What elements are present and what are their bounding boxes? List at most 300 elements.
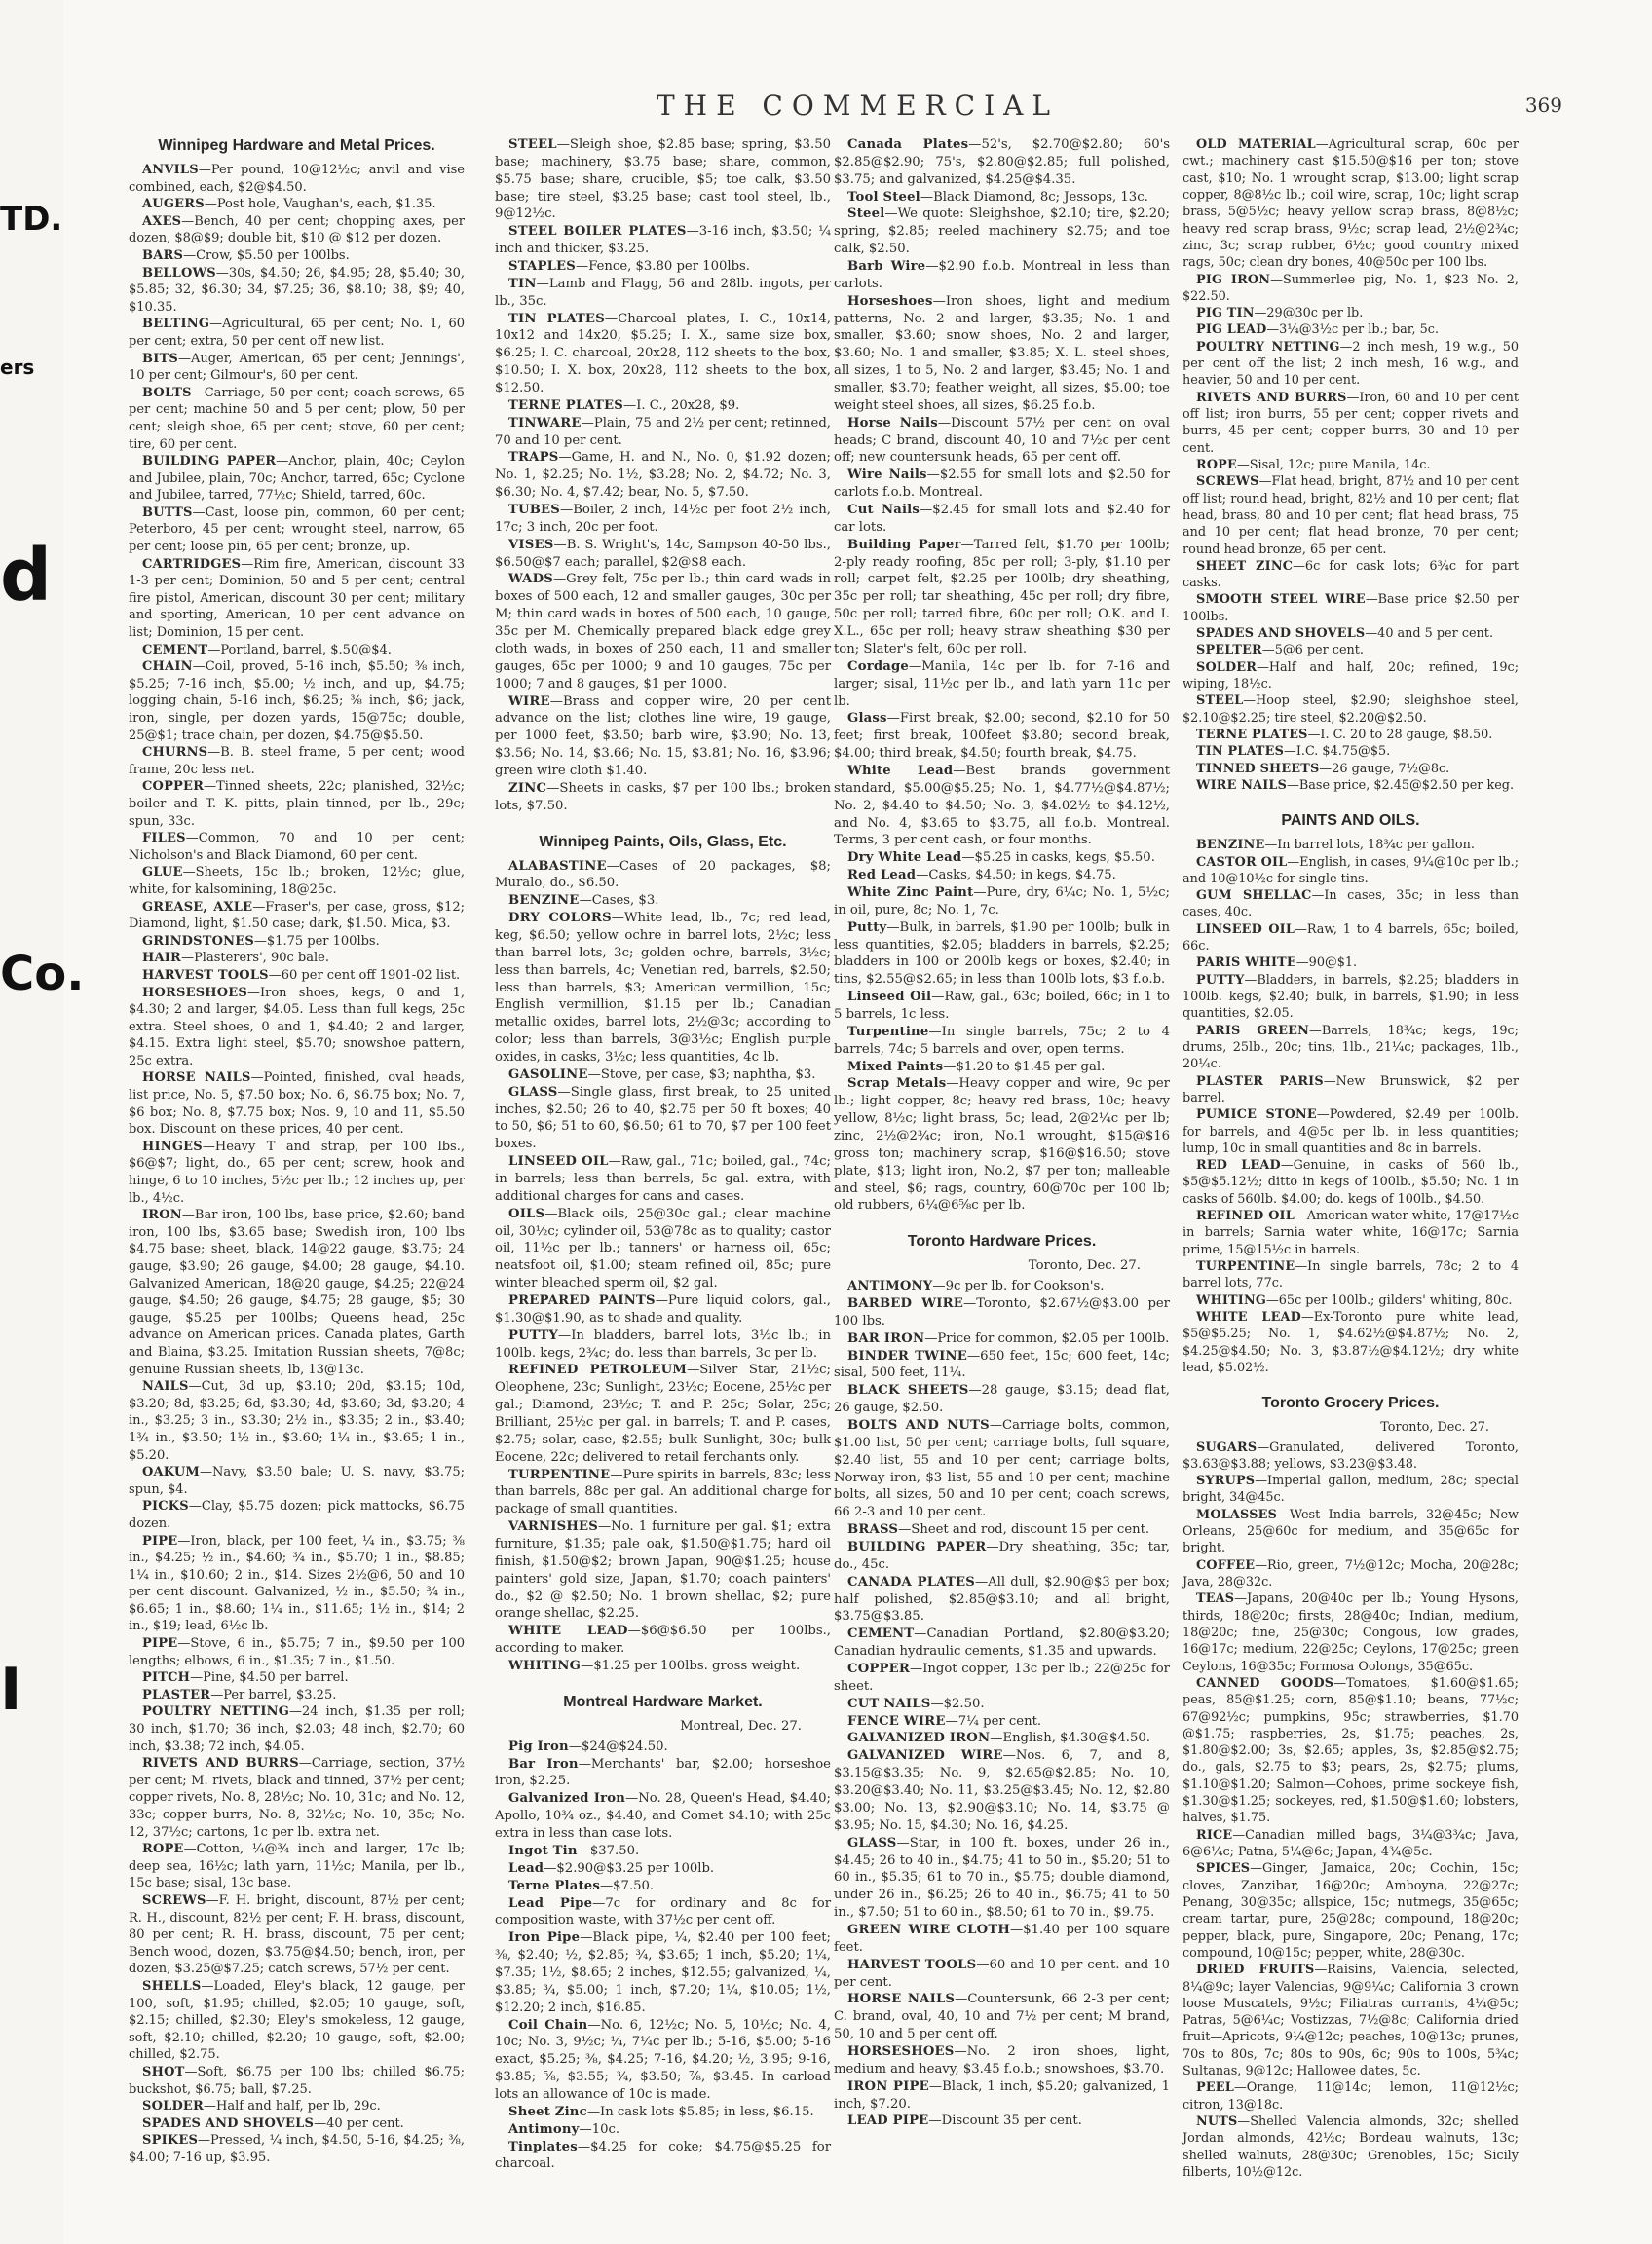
entry-text: —Dry sheathing, 35c; tar, do., 45c. xyxy=(834,1540,1170,1572)
price-entry xyxy=(495,1843,831,1860)
price-entry xyxy=(1183,1309,1519,1376)
price-entry xyxy=(495,258,831,276)
price-entry xyxy=(129,1069,465,1138)
entry-text: —All dull, $2.90@$3 per box; half polished, $2.85@$3.10; and all bright, $3.75@$3.85. xyxy=(834,1574,1170,1625)
entry-text: —Pine, $4.50 per barrel. xyxy=(190,1670,349,1686)
price-entry xyxy=(834,1730,1170,1747)
entry-label: SPICES xyxy=(1196,1861,1251,1877)
price-entry xyxy=(1183,1962,1519,2079)
price-entry xyxy=(1183,642,1519,658)
entry-label: SPIKES xyxy=(142,2133,199,2149)
entry-label: Pig Iron xyxy=(508,1739,569,1754)
price-entry xyxy=(129,196,465,213)
entry-text: —English, in cases, 9¼@10c per lb.; and 10@10½c for single tins. xyxy=(1183,854,1520,886)
entry-label: WHITING xyxy=(508,1659,582,1674)
entry-text: —$37.50. xyxy=(577,1843,640,1858)
price-entry xyxy=(834,710,1170,763)
price-entry xyxy=(129,950,465,967)
entry-label: BUTTS xyxy=(142,505,193,520)
price-entry xyxy=(1183,1827,1519,1861)
entry-label: SHEET ZINC xyxy=(1196,558,1294,574)
entry-label: LINSEED OIL xyxy=(1196,921,1295,937)
entry-text: —In cases, 35c; in less than cases, 40c. xyxy=(1183,888,1519,920)
entry-label: White Lead xyxy=(847,763,954,778)
entry-text: —No. 1 furniture per gal. $1; extra furniture, $1.35; pale oak, $1.50@$1.75; hard oil finish, $1.50@$2; brown Japan, 90@$1.25; house painters' gold size, Japan, $1.70; coach painters' do., $2 @ $2.50; No. 1 brown shellac, $2; pure orange shellac, $2.25. xyxy=(495,1519,831,1622)
price-entry xyxy=(129,1378,465,1464)
price-entry xyxy=(495,1328,831,1363)
entry-text: —Manila, 14c per lb. for 7-16 and larger; sisal, 11½c per lb., and lath yarn 11c per lb. xyxy=(834,658,1170,709)
price-entry xyxy=(129,1703,465,1755)
entry-label: RIVETS AND BURRS xyxy=(1196,390,1347,405)
price-entry xyxy=(1183,1157,1519,1208)
entry-label: PLASTER xyxy=(142,1687,211,1702)
edge-fragment: ers xyxy=(0,355,35,379)
entry-label: Coil Chain xyxy=(508,2017,588,2033)
entry-label: PUMICE STONE xyxy=(1196,1107,1317,1123)
entry-label: BENZINE xyxy=(1196,838,1265,853)
entry-text: —Discount 57½ per cent on oval heads; C brand, discount 40, 10 and 7½c per cent off; new countersunk heads, 65 per cent off. xyxy=(834,415,1170,466)
price-entry xyxy=(1183,1073,1519,1107)
entry-text: —Stove, per case, $3; naphtha, $3. xyxy=(587,1066,816,1082)
entry-label: TIN PLATES xyxy=(1196,744,1285,760)
entry-text: —Ex-Toronto pure white lead, $5@$5.25; No. 1, $4.62½@$4.87½; No. 2, $4.25@$4.50; No. 3, $3.87½@$4.12½; dry white lead, $5.02½. xyxy=(1183,1309,1519,1375)
entry-label: Turpentine xyxy=(847,1024,929,1039)
entry-label: Cordage xyxy=(847,658,910,674)
entry-label: TUBES xyxy=(508,503,561,518)
entry-label: BOLTS xyxy=(142,385,192,400)
entry-text: —Crow, $5.50 per 100lbs. xyxy=(183,247,350,263)
price-entry xyxy=(495,136,831,223)
price-entry xyxy=(129,933,465,951)
price-entry xyxy=(1183,1473,1519,1507)
entry-text: —60 and 10 per cent. and 10 per cent. xyxy=(834,1957,1170,1990)
price-entry xyxy=(129,162,465,196)
entry-text: —White lead, lb., 7c; red lead, keg, $6.50; yellow ochre in barrel lots, 2½c; less than barrel lots, 3c; golden ochre, barrels, 3½c; less than barrels, 4c; Venetian red, barrels, $2.50; less than barrels, $3; American vermillion, 15c; English vermillion, $1.15 per lb.; Canadian metallic oxides, barrel lots, 2½@3c; according to color; less than barrels, 3@3½c; English purple oxides, in casks, 3½c; less quantities, 4c lb. xyxy=(495,911,831,1065)
price-entry xyxy=(834,1696,1170,1713)
entry-text: —3-16 inch, $3.50; ¼ inch and thicker, $3.25. xyxy=(495,224,831,257)
entry-label: TEAS xyxy=(1196,1591,1235,1607)
entry-label: RIVETS AND BURRS xyxy=(142,1756,299,1772)
price-entry xyxy=(495,892,831,910)
price-entry xyxy=(834,189,1170,206)
entry-text: —$1.20 to $1.45 per gal. xyxy=(943,1059,1106,1074)
entry-label: LEAD PIPE xyxy=(847,2113,929,2129)
entry-label: WHITING xyxy=(1196,1292,1266,1308)
entry-text: —Silver Star, 21½c; Oleophene, 23c; Sunlight, 23½c; Eocene, 25½c per gal.; Diamond, 23½c; T. and P. 25c; Solar, 25c; Brilliant, 25½c per gal. in barrels; T. and P. cases, $2.75; solar, case, $2.55; bulk Sunlight, 30c; bulk Eocene, 22c; delivered to retail ferchants only. xyxy=(495,1363,831,1465)
entry-text: —Best brands government standard, $5.00@$5.25; No. 1, $4.77½@$4.87½; No. 2, $4.40 to $4.50; No. 3, $4.02½ to $4.12½, and No. 4, $3.65 to $3.75, all f.o.b. Montreal. Terms, 3 per cent cash, or four months. xyxy=(834,763,1170,848)
price-entry xyxy=(1183,1557,1519,1591)
price-entry xyxy=(129,505,465,556)
entry-text: —Granulated, delivered Toronto, $3.63@$3.88; yellows, $3.23@$3.48. xyxy=(1183,1440,1519,1472)
entry-label: BARS xyxy=(142,247,184,263)
entry-text: —$24@$24.50. xyxy=(568,1739,668,1754)
price-entry xyxy=(834,1957,1170,1992)
price-entry xyxy=(1183,2113,1519,2181)
entry-label: SPADES AND SHOVELS xyxy=(1196,626,1366,642)
entry-label: TURPENTINE xyxy=(1196,1259,1295,1274)
entry-text: —Rim fire, American, discount 33 1-3 per cent; Dominion, 50 and 5 per cent; central fire pistol, American, discount 30 per cent; military and sporting, American, 10 per cent advance on list; Dominion, 15 per cent. xyxy=(129,556,465,641)
price-entry xyxy=(495,2139,831,2174)
entry-text: —Bladders, in barrels, $2.25; bladders in 100lb. kegs, $2.40; bulk, in barrels, $1.90; in less quantities, $2.05. xyxy=(1183,972,1519,1022)
entry-text: —Coil, proved, 5-16 inch, $5.50; ⅜ inch, $5.25; 7-16 inch, $5.00; ½ inch, and up, $4.75; logging chain, 5-16 inch, $6.25; ⅜ inch, $6; jack, iron, single, per dozen yards, 15@75c; double, 25@$1; trace chain, per dozen, $4.75@$5.50. xyxy=(129,659,465,743)
price-entry xyxy=(129,556,465,642)
price-entry xyxy=(1183,1860,1519,1962)
edge-fragment: Co. xyxy=(0,947,85,1001)
price-entry xyxy=(129,658,465,744)
entry-text: —$1.75 per 100lbs. xyxy=(253,933,380,949)
entry-text: —28 gauge, $3.15; dead flat, 26 gauge, $2.50. xyxy=(834,1383,1170,1416)
price-entry xyxy=(834,867,1170,884)
price-entry xyxy=(495,2017,831,2104)
column-1 xyxy=(129,136,465,2166)
entry-label: COPPER xyxy=(847,1662,911,1677)
entry-text: —Auger, American, 65 per cent; Jennings', 10 per cent; Gilmour's, 60 per cent. xyxy=(129,351,465,384)
entry-label: TERNE PLATES xyxy=(1196,727,1308,742)
entry-text: —West India barrels, 32@45c; New Orleans, 25@60c for medium, and 35@65c for bright. xyxy=(1183,1507,1519,1556)
entry-text: —Carriage, 50 per cent; coach screws, 65 per cent; machine 50 and 5 per cent; plow, 50 per cent; sleigh shoe, 65 per cent; stove, 60 per cent; tire, 60 per cent. xyxy=(129,385,465,452)
entry-text: —Common, 70 and 10 per cent; Nicholson's and Black Diamond, 60 per cent. xyxy=(129,831,465,863)
entry-text: —Pressed, ¼ inch, $4.50, 5-16, $4.25; ⅜, $4.00; 7-16 up, $3.95. xyxy=(129,2133,465,2165)
entry-text: —Pure spirits in barrels, 83c; less than barrels, 88c per gal. An additional charge for package of small quantities. xyxy=(495,1467,831,1517)
entry-text: —In barrel lots, 18¾c per gallon. xyxy=(1264,838,1475,853)
entry-text: —Post hole, Vaughan's, each, $1.35. xyxy=(204,197,436,212)
entry-text: —Cut, 3d up, $3.10; 20d, $3.15; 10d, $3.20; 8d, $3.25; 6d, $3.30; 4d, $3.60; 3d, $3.20; 4 in., $3.25; 3 in., $3.30; 2½ in., $3.35; 2 in., $3.40; 1¾ in., $3.50; 1½ in., $3.60; 1¼ in., $3.65; 1 in., $5.20. xyxy=(129,1379,465,1463)
price-entry xyxy=(834,1059,1170,1076)
price-entry xyxy=(1183,743,1519,760)
entry-label: SMOOTH STEEL WIRE xyxy=(1196,592,1366,608)
entry-text: —Brass and copper wire, 20 per cent advance on the list; clothes line wire, 19 gauge, per 1000 feet, $3.50; barb wire, $3.90; No. 13, $3.56; No. 14, $3.66; No. 15, $3.81; No. 16, $3.96; green wire cloth $1.40. xyxy=(495,693,831,778)
price-entry xyxy=(834,2078,1170,2113)
entry-text: —Canadian Portland, $2.80@$3.20; Canadian hydraulic cements, $1.35 and upwards. xyxy=(834,1627,1170,1660)
entry-text: —Cast, loose pin, common, 60 per cent; Peterboro, 45 per cent; wrought steel, narrow, 65 per cent; loose pin, 65 per cent; bronze, up. xyxy=(129,505,465,555)
page-header xyxy=(63,90,1652,129)
entry-label: PREPARED PAINTS xyxy=(508,1293,656,1308)
section-heading: Montreal Hardware Market. xyxy=(563,1693,763,1710)
price-entry xyxy=(129,2098,465,2115)
entry-label: SCREWS xyxy=(1196,474,1259,490)
entry-label: PIPE xyxy=(142,1533,178,1549)
entry-label: HORSESHOES xyxy=(142,985,247,1000)
entry-label: Horseshoes xyxy=(847,293,933,309)
entry-label: GREASE, AXLE xyxy=(142,899,253,915)
entry-text: —Half and half, 20c; refined, 19c; wiping, 18½c. xyxy=(1183,659,1519,692)
entry-text: —Bar iron, 100 lbs, base price, $2.60; band iron, 100 lbs, $3.65 base; Swedish iron, 100 lbs $4.75 base; sheet, black, 14@22 gauge, $3.75; 24 gauge, $3.90; 26 gauge, $4.00; 28 gauge, $4.10. Galvanized American, 18@20 gauge, $4.25; 22@24 gauge, $4.50; 26 gauge, $4.75; 28 gauge, $5; 30 gauge, $5.25 per 100lbs; Queens head, 25c advance on American prices. Canada plates, Garth and Blaina, $3.25. Imitation Russian sheets, 7@8c; genuine Russian sheets, lb, 13@13c. xyxy=(129,1208,465,1377)
entry-text: —Iron shoes, kegs, 0 and 1, $4.30; 2 and larger, $4.05. Less than full kegs, 25c extra. Steel shoes, 0 and 1, $4.40; 2 and larger, $4.15. Extra light steel, $5.70; snowshoe pattern, 25c extra. xyxy=(129,985,465,1068)
entry-label: BRASS xyxy=(847,1522,899,1538)
entry-text: —Carriage, section, 37½ per cent; M. rivets, black and tinned, 37½ per cent; copper rivets, No. 8, 28½c; No. 10, 31c; and No. 12, 33c; copper burrs, No. 8, 32½c; No. 10, 35c; No. 12, 37½c; cartons, 1c per lb. extra net. xyxy=(129,1756,465,1840)
price-entry xyxy=(1183,1023,1519,1073)
price-entry xyxy=(129,744,465,778)
section-heading: Toronto Grocery Prices. xyxy=(1261,1395,1440,1412)
entry-label: Cut Nails xyxy=(847,503,920,518)
entry-label: BLACK SHEETS xyxy=(847,1383,969,1399)
entry-label: SUGARS xyxy=(1196,1440,1258,1455)
entry-label: SPADES AND SHOVELS xyxy=(142,2115,315,2131)
price-entry xyxy=(1183,692,1519,727)
entry-label: GALVANIZED IRON xyxy=(847,1731,991,1746)
entry-text: —In cask lots $5.85; in less, $6.15. xyxy=(586,2104,814,2119)
entry-text: —Charcoal plates, I. C., 10x14, 10x12 and 14x20, $5.25; I. X., same size box, $6.25; I. C. charcoal, 20x28, 112 sheets to the box, $10.50; I. X. box, 20x28, 112 sheets to the box, $12.50. xyxy=(495,311,831,396)
entry-text: —$6@$6.50 per 100lbs., according to maker. xyxy=(495,1624,832,1657)
price-entry xyxy=(129,1533,465,1636)
entry-label: CHAIN xyxy=(142,659,193,675)
entry-text: —B. S. Wright's, 14c, Sampson 40-50 lbs., $6.50@$7 each; parallel, $2@$8 each. xyxy=(495,537,831,570)
entry-label: Horse Nails xyxy=(847,415,938,430)
entry-label: BAR IRON xyxy=(847,1330,925,1346)
entry-text: —Heavy copper and wire, 9c per lb.; light copper, 8c; heavy red brass, 10c; heavy yellow, 8½c; light brass, 5c; lead, 2@2¼c per lb; zinc, 2½@2¾c; iron, No.1 wrought, $15@$16 gross ton; machinery scrap, $16@$16.50; stove plate, $13; light iron, No.2, $7 per ton; malleable and steel, $6; rags, country, 60@70c per 100 lb; old rubbers, 6¼@6⅝c per lb. xyxy=(834,1076,1170,1214)
entry-text: —Flat head, bright, 87½ and 10 per cent off list; round head, bright, 82½ and 10 per cent; flat head, brass, 80 and 10 per cent; flat head brass, 75 and 10 per cent; flat head bronze, 70 per cent; round head bronze, 65 per cent. xyxy=(1183,474,1519,557)
price-entry xyxy=(129,899,465,933)
entry-text: —Ginger, Jamaica, 20c; Cochin, 15c; cloves, Zanzibar, 16@20c; Amboyna, 22@27c; Penang, 30@35c; allspice, 15c; nutmegs, 35@65c; cream tartar, pure, 25@28c; compound, 18@20c; pepper, black, pure, Singapore, 20c; Penang, 17c; compound, 10@15c; pepper, white, 28@30c. xyxy=(1183,1861,1519,1961)
edge-fragment: d xyxy=(0,534,52,617)
entry-label: REFINED OIL xyxy=(1196,1209,1295,1224)
entry-text: —Japans, 20@40c per lb.; Young Hysons, thirds, 18@20c; firsts, 28@40c; Indian, medium, 18@20c; fine, 25@30c; Congous, low grades, 16@17c; medium, 22@25c; Ceylons, 17@25c; green Ceylons, 16@35c; Formosa Oolongs, 35@65c. xyxy=(1183,1591,1519,1674)
entry-text: —Stove, 6 in., $5.75; 7 in., $9.50 per 100 lengths; elbows, 6 in., $1.35; 7 in., $1.50. xyxy=(129,1636,465,1668)
entry-label: COFFEE xyxy=(1196,1557,1256,1573)
entry-label: ANVILS xyxy=(142,163,199,177)
entry-text: —7¼ per cent. xyxy=(945,1713,1042,1729)
entry-label: MOLASSES xyxy=(1196,1507,1278,1522)
entry-text: —$1.25 per 100lbs. gross weight. xyxy=(581,1659,801,1674)
price-entry xyxy=(834,206,1170,258)
price-entry xyxy=(834,1574,1170,1627)
entry-label: PIG IRON xyxy=(1196,272,1271,287)
entry-text: —No. 2 iron shoes, light, medium and heavy, $3.45 f.o.b.; snowshoes, $3.70. xyxy=(834,2043,1170,2076)
price-entry xyxy=(834,1348,1170,1383)
entry-label: GLUE xyxy=(142,865,183,880)
entry-label: Lead Pipe xyxy=(508,1895,593,1911)
entry-text: —Cases, $3. xyxy=(579,893,659,909)
entry-label: Linseed Oil xyxy=(847,990,932,1005)
entry-text: —Pointed, finished, oval heads, list price, No. 5, $7.50 box; No. 6, $6.75 box; No. 7, $6 box; No. 8, $7.75 box; Nos. 9, 10 and 11, $5.50 box. Discount on these prices, 40 per cent. xyxy=(129,1070,466,1138)
price-entry xyxy=(129,1755,465,1841)
price-entry xyxy=(1183,887,1519,921)
entry-label: TINNED SHEETS xyxy=(1196,761,1320,776)
price-entry xyxy=(834,1991,1170,2043)
entry-text: —Tomatoes, $1.60@$1.65; peas, 85@$1.25; corn, 85@$1.10; beans, 77½c; 67@92½c; pumpkins, 95c; strawberries, $1.70 @$1.75; raspberries, 2s, $1.75; peaches, 2s, $1.80@$2.00; 3s, $2.65; apples, 3s, $2.85@$2.75; do., gals, $2.75 to $3; pears, 2s, $2.75; plums, $1.10@$1.20; Salmon—Cohoes, prime sockeye fish, $1.30@$1.25; sockeyes, red, $1.50@$1.60; lobsters, halves, $1.75. xyxy=(1183,1675,1519,1826)
entry-text: —40 and 5 per cent. xyxy=(1365,626,1494,642)
section-heading: Toronto Hardware Prices. xyxy=(907,1233,1097,1251)
entry-label: Antimony xyxy=(508,2121,580,2137)
entry-text: —Black pipe, ¼, $2.40 per 100 feet; ⅜, $2.40; ½, $2.85; ¾, $3.65; 1 inch, $5.20; 1¼, $7.35; 1½, $8.65; 2 inches, $12.55; galvanized, ¼, $3.85; ¾, $5.00; 1 inch, $7.20; 1¼, $10.05; 1½, $12.20; 2 inch, $16.85. xyxy=(495,1930,831,2015)
price-entry xyxy=(129,247,465,265)
price-entry xyxy=(495,858,831,893)
entry-label: White Zinc Paint xyxy=(847,884,974,900)
price-entry xyxy=(129,985,465,1070)
entry-text: —Raw, gal., 71c; boiled, gal., 74c; in barrels; less than barrels, 5c gal. extra, with additional charges for cans and cases. xyxy=(495,1154,831,1204)
price-entry xyxy=(129,316,465,350)
entry-text: —$2.45 for small lots and $2.40 for car lots. xyxy=(834,503,1171,535)
price-entry xyxy=(129,1978,465,2064)
entry-text: —Pure, dry, 6¼c; No. 1, 5½c; in oil, pure, 8c; No. 1, 7c. xyxy=(834,884,1170,917)
entry-text: —52's, $2.70@$2.80; 60's $2.85@$2.90; 75's, $2.80@$2.85; full polished, $3.75; and galvanized, $4.25@$4.35. xyxy=(834,137,1171,187)
entry-label: Putty xyxy=(847,919,887,935)
price-entry xyxy=(495,780,831,815)
entry-label: Tinplates xyxy=(508,2139,578,2154)
entry-text: —2 inch mesh, 19 w.g., 50 per cent off the list; 2 inch mesh, 16 w.g., and heavier, 50 and 10 per cent. xyxy=(1183,339,1519,389)
entry-label: SOLDER xyxy=(142,2099,205,2114)
entry-label: TERNE PLATES xyxy=(508,397,624,413)
entry-label: GLASS xyxy=(847,1835,897,1851)
entry-text: —Rio, green, 7½@12c; Mocha, 20@28c; Java, 28@32c. xyxy=(1183,1557,1519,1590)
entry-text: —First break, $2.00; second, $2.10 for 50 feet; first break, 100feet $3.80; second break, $4.00; third break, $4.50; fourth break, $4.75. xyxy=(834,711,1170,762)
entry-text: —Nos. 6, 7, and 8, $3.15@$3.35; No. 9, $2.65@$2.85; No. 10, $3.20@$3.40; No. 11, $3.25@$3.45; No. 12, $2.80 $3.00; No. 13, $2.90@$3.10; No. 14, $3.75 @ $3.95; No. 15, $4.30; No. 16, $4.25. xyxy=(834,1748,1171,1833)
entry-label: HARVEST TOOLS xyxy=(847,1957,977,1972)
entry-text: —We quote: Sleighshoe, $2.10; tire, $2.20; spring, $2.85; reeled machinery $2.75; and toe calk, $2.50. xyxy=(834,206,1170,257)
entry-label: BINDER TWINE xyxy=(847,1348,967,1364)
entry-text: —Sheet and rod, discount 15 per cent. xyxy=(898,1522,1150,1538)
entry-text: —$1.40 per 100 square feet. xyxy=(834,1922,1170,1955)
entry-text: —I. C., 20x28, $9. xyxy=(623,397,740,413)
entry-label: ZINC xyxy=(508,780,547,796)
entry-label: GRINDSTONES xyxy=(142,933,254,949)
price-entry xyxy=(834,2043,1170,2078)
entry-text: —$2.50. xyxy=(930,1696,985,1711)
price-entry xyxy=(1183,591,1519,625)
price-entry xyxy=(1183,1507,1519,1557)
entry-label: BUILDING PAPER xyxy=(142,454,277,469)
entry-text: —60 per cent off 1901-02 list. xyxy=(268,967,461,983)
entry-label: Ingot Tin xyxy=(508,1843,578,1858)
entry-label: BITS xyxy=(142,351,178,366)
entry-text: —6c for cask lots; 6¾c for part casks. xyxy=(1183,558,1520,591)
price-entry xyxy=(495,571,831,692)
edge-fragment: I xyxy=(0,1656,22,1724)
entry-label: HORSESHOES xyxy=(847,2043,955,2059)
entry-text: —Heavy T and strap, per 100 lbs., $6@$7; light, do., 65 per cent; screw, hook and hinge, 6 to 10 inches, 5½c per lb.; 12 inches up, per lb., 4½c. xyxy=(129,1139,465,1206)
entry-label: PLASTER PARIS xyxy=(1196,1073,1324,1089)
entry-label: RED LEAD xyxy=(1196,1158,1281,1174)
entry-label: PARIS GREEN xyxy=(1196,1023,1310,1038)
entry-text: —No. 6, 12½c; No. 5, 10½c; No. 4, 10c; No. 3, 9½c; ¼, 7¼c per lb.; 5-16, $5.00; 5-16 exact, $5.25; ⅜, $4.25; 7-16, $4.20; ½, 3.95; 9-16, $3.85; ⅝, $3.55; ¾, $3.50; ⅞, $3.45. In carload lots an allowance of 10c is made. xyxy=(495,2017,831,2102)
entry-text: —26 gauge, 7½@8c. xyxy=(1319,761,1450,776)
entry-text: —Summerlee pig, No. 1, $23 No. 2, $22.50. xyxy=(1183,272,1519,304)
price-entry xyxy=(834,1713,1170,1731)
entry-label: Canada Plates xyxy=(847,137,969,152)
entry-label: PIPE xyxy=(142,1636,178,1652)
price-entry xyxy=(129,453,465,505)
entry-text: —Ingot copper, 13c per lb.; 22@25c for sheet. xyxy=(834,1662,1170,1694)
entry-label: POULTRY NETTING xyxy=(142,1704,289,1720)
entry-label: Mixed Paints xyxy=(847,1059,944,1074)
entry-text: —Hoop steel, $2.90; sleighshoe steel, $2.10@$2.25; tire steel, $2.20@$2.50. xyxy=(1183,693,1519,726)
price-entry xyxy=(1183,136,1519,272)
entry-text: —Discount 35 per cent. xyxy=(928,2113,1082,2129)
entry-label: HARVEST TOOLS xyxy=(142,967,269,983)
price-entry xyxy=(495,397,831,415)
price-entry xyxy=(1183,837,1519,853)
dateline: Toronto, Dec. 27. xyxy=(1380,1420,1489,1436)
price-entry xyxy=(129,1139,465,1207)
entry-label: OILS xyxy=(508,1206,545,1221)
column-4 xyxy=(1183,136,1519,2181)
entry-label: WHITE LEAD xyxy=(508,1624,628,1639)
newspaper-page xyxy=(63,0,1652,2244)
scan-left-edge xyxy=(0,0,65,2244)
entry-label: WIRE xyxy=(508,693,550,709)
page-title: THE COMMERCIAL xyxy=(657,90,1059,122)
price-entry xyxy=(495,1467,831,1519)
price-entry xyxy=(834,919,1170,989)
price-entry xyxy=(495,1153,831,1206)
entry-label: HORSE NAILS xyxy=(142,1070,251,1086)
price-entry xyxy=(495,1739,831,1756)
entry-text: —Plain, 75 and 2½ per cent; retinned, 70 and 10 per cent. xyxy=(495,415,831,448)
entry-label: CEMENT xyxy=(142,642,208,657)
entry-label: REFINED PETROLEUM xyxy=(508,1363,688,1378)
entry-text: —F. H. bright, discount, 87½ per cent; R. H., discount, 82½ per cent; F. H. brass, discount, 80 per cent; R. H. brass, discount, 75 per cent; Bench wood, dozen, $3.75@$4.50; bench, iron, per dozen, $3.25@$7.25; catch screws, 57½ per cent. xyxy=(129,1892,465,1977)
entry-label: FENCE WIRE xyxy=(847,1713,946,1729)
section-heading: Winnipeg Paints, Oils, Glass, Etc. xyxy=(539,833,787,850)
entry-text: —Fence, $3.80 per 100lbs. xyxy=(576,259,750,275)
price-entry xyxy=(834,537,1170,658)
entry-label: PIG LEAD xyxy=(1196,322,1267,338)
entry-text: —In bladders, barrel lots, 3½c lb.; in 100lb. kegs, 2¾c; do. less than barrels, 3c per lb. xyxy=(495,1328,831,1361)
entry-label: DRIED FRUITS xyxy=(1196,1963,1315,1978)
entry-text: —Tarred felt, $1.70 per 100lb; 2-ply ready roofing, 85c per roll; 3-ply, $1.10 per roll; carpet felt, $2.25 per 100lb; dry sheathing, 35c per roll; tar sheathing, 45c per roll; dry fibre, 50c per roll; tarred fibre, 60c per roll; O.K. and I. X.L., 65c per roll; heavy straw sheathing $30 per ton; Slater's felt, 60c per roll. xyxy=(834,537,1170,656)
entry-label: OLD MATERIAL xyxy=(1196,137,1316,152)
entry-label: BUILDING PAPER xyxy=(847,1540,987,1555)
entry-label: SYRUPS xyxy=(1196,1474,1256,1489)
entry-label: PARIS WHITE xyxy=(1196,955,1296,971)
entry-text: —Sheets in casks, $7 per 100 lbs.; broken lots, $7.50. xyxy=(495,780,831,813)
entry-label: LINSEED OIL xyxy=(508,1154,609,1170)
price-entry xyxy=(495,1362,831,1466)
entry-text: —$2.90 f.o.b. Montreal in less than carlots. xyxy=(834,259,1170,291)
entry-text: —Base price, $2.45@$2.50 per keg. xyxy=(1287,777,1515,793)
price-entry xyxy=(495,1878,831,1895)
price-entry xyxy=(834,258,1170,293)
entry-label: NAILS xyxy=(142,1379,189,1395)
entry-label: CEMENT xyxy=(847,1627,915,1642)
price-entry xyxy=(129,642,465,659)
entry-label: SHELLS xyxy=(142,1978,202,1994)
entry-text: —Black oils, 25@30c gal.; clear machine oil, 30½c; cylinder oil, 53@78c as to quality; castor oil, 11½c per lb.; tanners' or harness oil, 65c; neatsfoot oil, $1.00; steam refined oil, 85c; pure winter bleached sperm oil, $2 gal. xyxy=(495,1206,831,1291)
entry-text: —Agricultural scrap, 60c per cwt.; machinery cast $15.50@$16 per ton; stove cast, $10; No. 1 wrought scrap, $13.00; light scrap copper, 8@8½c lb.; coil wire, scrap, 10c; light scrap brass, 5@5½c; heavy yellow scrap brass, 8@8½c; heavy red scrap brass, 9½c; scrap lead, 2½@2¾c; zinc, 3c; scrap rubber, 6½c; good country mixed rags, 50c; clean dry bones, 40@50c per 100 lbs. xyxy=(1183,137,1519,271)
price-entry xyxy=(834,1661,1170,1696)
page-number: 369 xyxy=(1524,94,1562,117)
entry-text: —Raisins, Valencia, selected, 8¼@9c; layer Valencias, 9@9¼c; California 3 crown loose Muscatels, 9½c; Filiatras currants, 4¼@5c; Patras, 5@6¼c; Vostizzas, 7½@8c; California dried fruit—Apricots, 9¼@12c; peaches, 10@13c; prunes, 70s to 80s, 7c; 80s to 90s, 6c; 90s to 100s, 5¾c; Sultanas, 9@12c; Hallowee dates, 5c. xyxy=(1183,1963,1519,2079)
price-entry xyxy=(834,884,1170,919)
entry-label: TRAPS xyxy=(508,450,559,466)
price-entry xyxy=(834,849,1170,867)
entry-label: Scrap Metals xyxy=(847,1076,947,1092)
entry-text: —650 feet, 15c; 600 feet, 14c; sisal, 500 feet, 11¼. xyxy=(834,1348,1170,1381)
price-entry xyxy=(129,213,465,247)
entry-label: Lead xyxy=(508,1860,544,1876)
entry-text: —In single barrels, 75c; 2 to 4 barrels, 74c; 5 barrels and over, open terms. xyxy=(834,1024,1170,1057)
price-entry xyxy=(834,2113,1170,2130)
price-entry xyxy=(834,658,1170,711)
section-heading: PAINTS AND OILS. xyxy=(1281,812,1420,830)
entry-text: —Clay, $5.75 dozen; pick mattocks, $6.75 dozen. xyxy=(129,1499,465,1531)
entry-text: —Star, in 100 ft. boxes, under 26 in., $4.45; 26 to 40 in., $4.75; 41 to 50 in., $5.20; 51 to 60 in., $5.35; 61 to 70 in., $5.75; double diamond, under 26 in., $6.25; 26 to 40 in., $6.75; 41 to 50 in., $7.50; 51 to 60 in., $8.50; 61 to 70 in., $9.75. xyxy=(834,1835,1170,1921)
price-entry xyxy=(129,1687,465,1704)
price-entry xyxy=(1183,659,1519,693)
price-entry xyxy=(834,1521,1170,1539)
price-entry xyxy=(834,1024,1170,1059)
entry-text: —No. 28, Queen's Head, $4.40; Apollo, 10¾ oz., $4.40, and Comet $4.10; with 25c extra in less than case lots. xyxy=(495,1791,831,1842)
price-entry xyxy=(495,1658,831,1675)
entry-text: —Grey felt, 75c per lb.; thin card wads in boxes of 500 each, 12 and smaller gauges, 30c per M; thin card wads in boxes of 500 each, 10 gauge, 35c per M. Chemically prepared black edge grey cloth wads, in boxes of 250 each, 11 and smaller gauges, 65c per 1000; 9 and 10 gauges, 75c per 1000; 7 and 8 gauges, $1 per 1000. xyxy=(495,572,831,692)
entry-text: —Imperial gallon, medium, 28c; special bright, 34@45c. xyxy=(1183,1474,1519,1506)
entry-label: RICE xyxy=(1196,1827,1233,1843)
price-entry xyxy=(495,1860,831,1878)
price-entry xyxy=(1183,625,1519,642)
entry-text: —Iron, black, per 100 feet, ¼ in., $3.75; ⅜ in., $4.25; ½ in., $4.60; ¾ in., $5.70; 1 in., $8.85; 1¼ in., $10.60; 2 in., $14. Sizes 2½@6, 50 and 10 per cent discount. Galvanized, ½ in., $5.50; ¾ in., $6.65; 1 in., $8.60; 1¼ in., $11.65; 1½ in., $14; 2 in., $19; lead, 6½c lb. xyxy=(129,1533,465,1634)
entry-text: —24 inch, $1.35 per roll; 30 inch, $1.70; 36 inch, $2.03; 48 inch, $2.70; 60 inch, $3.38; 72 inch, $4.05. xyxy=(129,1704,465,1754)
price-entry xyxy=(834,1922,1170,1957)
